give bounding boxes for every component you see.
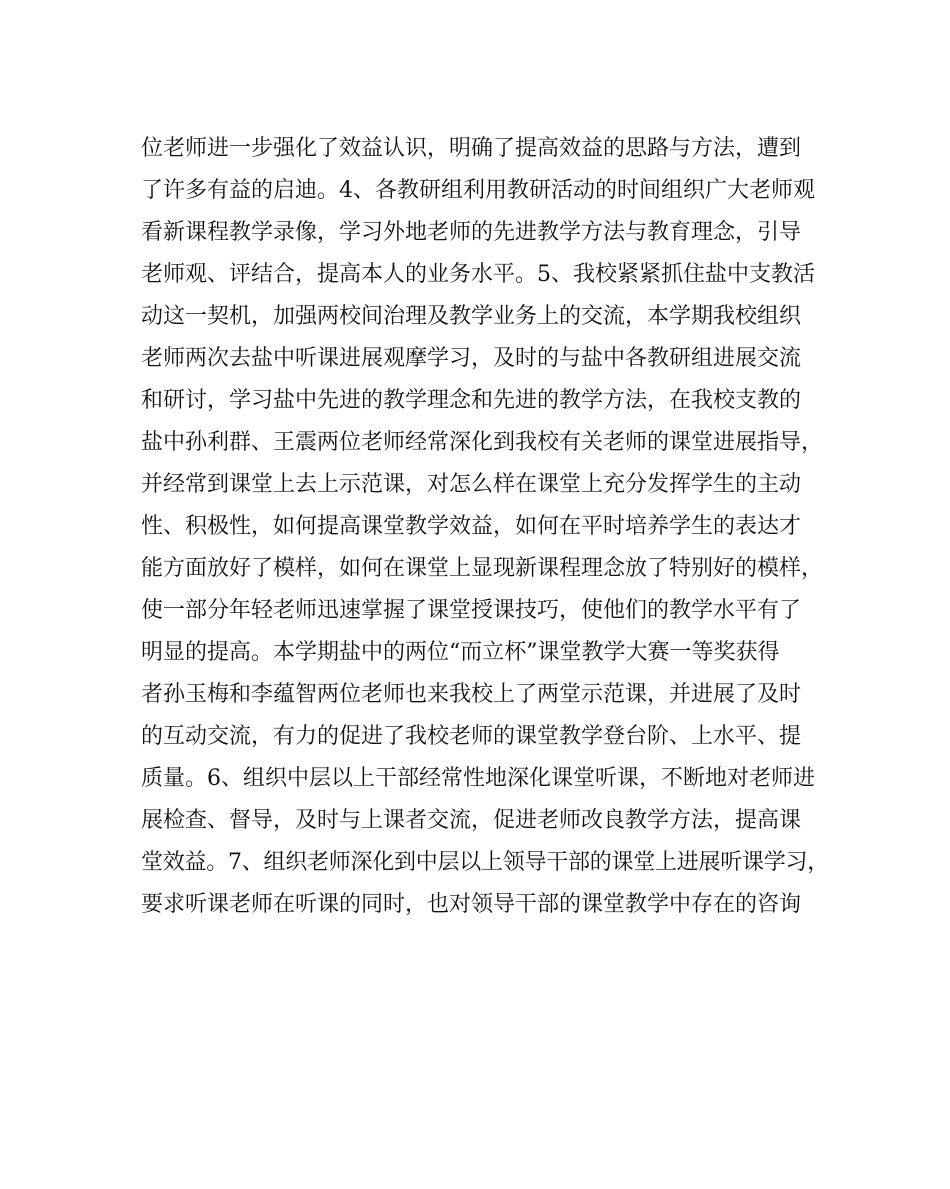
text-line: 位老师进一步强化了效益认识，明确了提高效益的思路与方法，遭到 bbox=[141, 136, 802, 161]
text-line: 了许多有益的启迪。4、各教研组利用教研活动的时间组织广大老师观 bbox=[141, 178, 815, 203]
text-line: 和研讨，学习盐中先进的教学理念和先进的教学方法，在我校支教的 bbox=[141, 388, 802, 413]
text-line: 能方面放好了模样，如何在课堂上显现新课程理念放了特别好的模样， bbox=[141, 556, 824, 581]
text-line: 的互动交流，有力的促进了我校老师的课堂教学登台阶、上水平、提 bbox=[141, 724, 802, 749]
text-line: 性、积极性，如何提高课堂教学效益，如何在平时培养学生的表达才 bbox=[141, 514, 802, 539]
text-line: 并经常到课堂上去上示范课，对怎么样在课堂上充分发挥学生的主动 bbox=[141, 472, 802, 497]
text-line: 动这一契机，加强两校间治理及教学业务上的交流，本学期我校组织 bbox=[141, 304, 802, 329]
text-line: 老师两次去盐中听课进展观摩学习，及时的与盐中各教研组进展交流 bbox=[141, 346, 802, 371]
text-line: 老师观、评结合，提高本人的业务水平。5、我校紧紧抓住盐中支教活 bbox=[141, 262, 815, 287]
text-line: 明显的提高。本学期盐中的两位“而立杯”课堂教学大赛一等奖获得 bbox=[141, 640, 780, 665]
text-line: 者孙玉梅和李蕴智两位老师也来我校上了两堂示范课，并进展了及时 bbox=[141, 682, 802, 707]
body-text bbox=[141, 128, 831, 926]
text-line: 堂效益。7、组织老师深化到中层以上领导干部的课堂上进展听课学习， bbox=[141, 850, 829, 875]
text-line: 盐中孙利群、王震两位老师经常深化到我校有关老师的课堂进展指导， bbox=[141, 430, 824, 455]
text-line: 要求听课老师在听课的同时，也对领导干部的课堂教学中存在的咨询 bbox=[141, 892, 802, 917]
text-line: 使一部分年轻老师迅速掌握了课堂授课技巧，使他们的教学水平有了 bbox=[141, 598, 802, 623]
text-line: 质量。6、组织中层以上干部经常性地深化课堂听课，不断地对老师进 bbox=[141, 766, 815, 791]
text-line: 看新课程教学录像，学习外地老师的先进教学方法与教育理念，引导 bbox=[141, 220, 802, 245]
text-line: 展检查、督导，及时与上课者交流，促进老师改良教学方法，提高课 bbox=[141, 808, 802, 833]
